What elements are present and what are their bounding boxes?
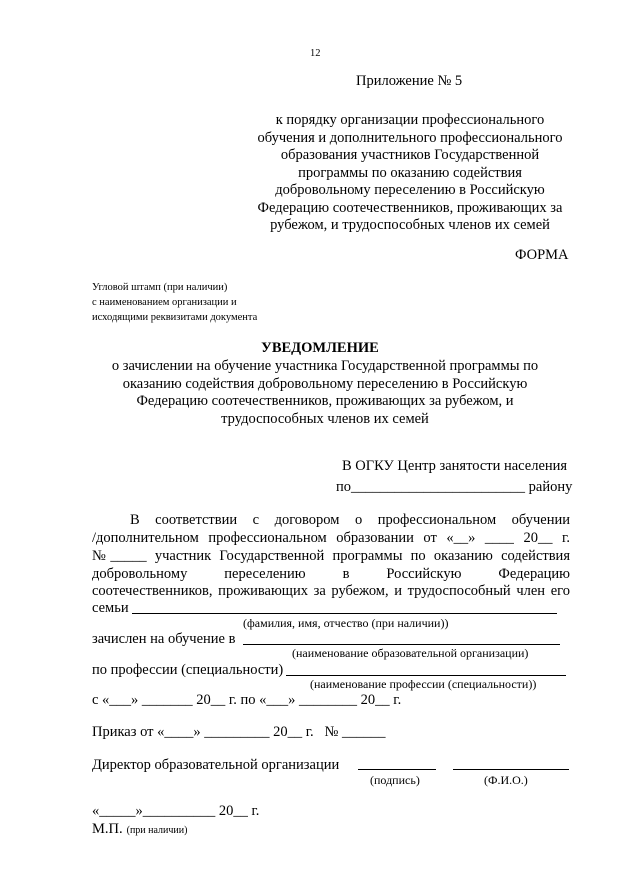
mp-block	[92, 820, 187, 838]
fio-caption: (фамилия, имя, отчество (при наличии))	[243, 616, 449, 630]
profession-underline	[286, 675, 566, 676]
notice-subtitle	[60, 358, 590, 428]
director-label: Директор образовательной организации	[92, 757, 340, 773]
appendix-subtitle-line: к порядку организации профессионального	[275, 112, 545, 128]
body-line: /дополнительном профессиональном образовании от «__» ____ 20__ г.	[92, 530, 570, 546]
corner-stamp-line: с наименованием организации и	[92, 297, 237, 308]
signature-caption: (подпись)	[370, 773, 420, 787]
fio-short-caption: (Ф.И.О.)	[484, 773, 528, 787]
date-line: «_____»__________ 20__ г.	[92, 803, 260, 819]
appendix-subtitle-line: Федерацию соотечественников, проживающих за	[257, 199, 563, 216]
notice-subtitle-line: о зачислении на обучение участника Государственной программы по	[111, 358, 539, 374]
notice-subtitle-line: оказанию содействия добровольному переселению в Российскую	[122, 375, 528, 392]
profession-caption: (наименование профессии (специальности))	[310, 677, 537, 691]
addressee-line1: В ОГКУ Центр занятости населения	[342, 458, 568, 474]
corner-stamp-line: Угловой штамп (при наличии)	[92, 282, 228, 293]
appendix-subtitle-line: образования участников Государственной	[280, 147, 540, 163]
form-label: ФОРМА	[515, 247, 569, 263]
fio-underline	[132, 613, 557, 614]
org-caption: (наименование образовательной организации)	[292, 646, 529, 660]
body-line: №_____ участник Государственной программы по оказанию содействия	[92, 548, 570, 564]
enrolled-label: зачислен на обучение в	[92, 631, 236, 647]
appendix-subtitle-line: обучения и дополнительного профессионального	[257, 129, 563, 146]
appendix-title: Приложение № 5	[356, 73, 463, 89]
notice-title: УВЕДОМЛЕНИЕ	[261, 340, 379, 356]
period-line: с «___» _______ 20__ г. по «___» ________ 20__ г.	[92, 692, 402, 708]
org-underline	[243, 644, 560, 645]
body-line: В соответствии с договором о профессиональном обучении	[130, 512, 570, 528]
page-number: 12	[310, 48, 321, 59]
profession-label: по профессии (специальности)	[92, 662, 284, 678]
mp-label: М.П.	[92, 821, 123, 837]
appendix-subtitle-line: рубежом, и трудоспособных членов их семей	[270, 217, 550, 233]
signature-underline	[358, 769, 436, 770]
fio-short-underline	[453, 769, 569, 770]
corner-stamp	[92, 280, 257, 325]
appendix-subtitle-line: программы по оказанию содействия	[298, 164, 522, 181]
mp-note: (при наличии)	[126, 825, 188, 836]
appendix-subtitle-line: добровольному переселению в Российскую	[275, 182, 545, 198]
corner-stamp-line: исходящими реквизитами документа	[92, 312, 258, 323]
order-line: Приказ от «____» _________ 20__ г. № ______	[92, 724, 386, 740]
notice-subtitle-line: трудоспособных членов их семей	[221, 410, 429, 427]
body-line: добровольному переселению в Российскую Федерацию	[92, 566, 570, 582]
body-line: соотечественников, проживающих за рубежом, и трудоспособный член его	[92, 583, 570, 599]
notice-subtitle-line: Федерацию соотечественников, проживающих за рубежом, и	[136, 393, 514, 409]
appendix-subtitle	[240, 112, 580, 235]
addressee-line2: по________________________ району	[336, 479, 573, 495]
family-label: семьи	[92, 600, 129, 616]
